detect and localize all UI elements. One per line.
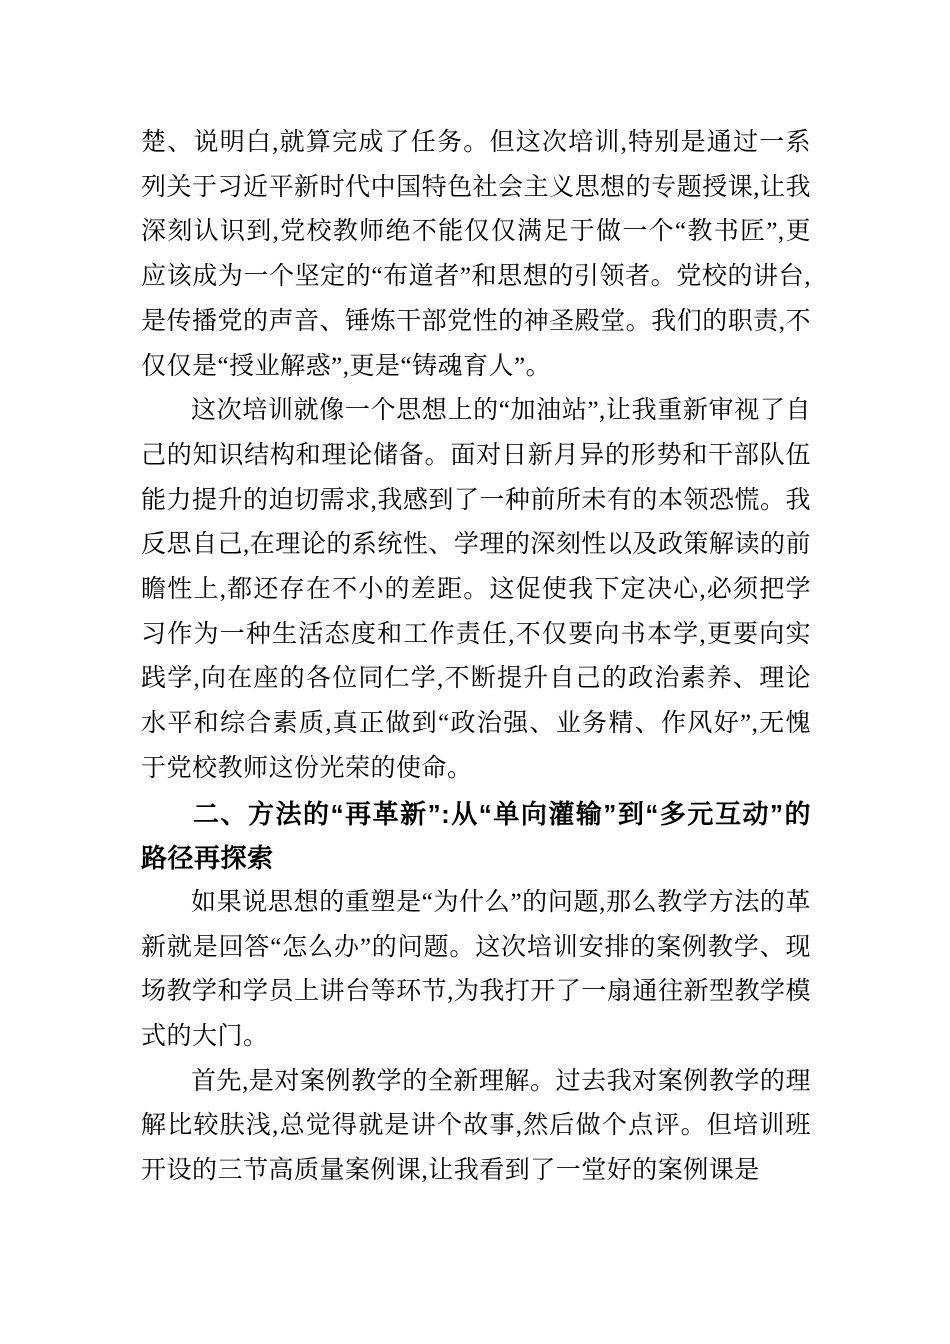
paragraph-method-innovation: 如果说思想的重塑是“为什么”的问题,那么教学方法的革新就是回答“怎么办”的问题。这次培训安排的案例教学、现场教学和学员上讲台等环节,为我打开了一扇通往新型教学模式的大门。: [141, 888, 811, 1051]
paragraph-case-teaching: 首先,是对案例教学的全新理解。过去我对案例教学的理解比较肤浅,总觉得就是讲个故事,然后做个点评。但培训班开设的三节高质量案例课,让我看到了一堂好的案例课是: [141, 1067, 811, 1185]
section-heading-2: 二、方法的“再革新”:从“单向灌输”到“多元互动”的路径再探索: [141, 798, 811, 874]
paragraph-continuation: 楚、说明白,就算完成了任务。但这次培训,特别是通过一系列关于习近平新时代中国特色社会主义思想的专题授课,让我深刻认识到,党校教师绝不能仅仅满足于做一个“教书匠”,更应该成为一个坚定的“布道者”和思想的引领者。党校的讲台,是传播党的声音、锤炼干部党性的神圣殿堂。我们的职责,不仅仅是“授业解惑”,更是“铸魂育人”。: [141, 129, 811, 380]
paragraph-learning-reflection: 这次培训就像一个思想上的“加油站”,让我重新审视了自己的知识结构和理论储备。面对日新月异的形势和干部队伍能力提升的迫切需求,我感到了一种前所未有的本领恐慌。我反思自己,在理论的系统性、学理的深刻性以及政策解读的前瞻性上,都还存在不小的差距。这促使我下定决心,必须把学习作为一种生活态度和工作责任,不仅要向书本学,更要向实践学,向在座的各位同仁学,不断提升自己的政治素养、理论水平和综合素质,真正做到“政治强、业务精、作风好”,无愧于党校教师这份光荣的使命。: [141, 397, 811, 782]
